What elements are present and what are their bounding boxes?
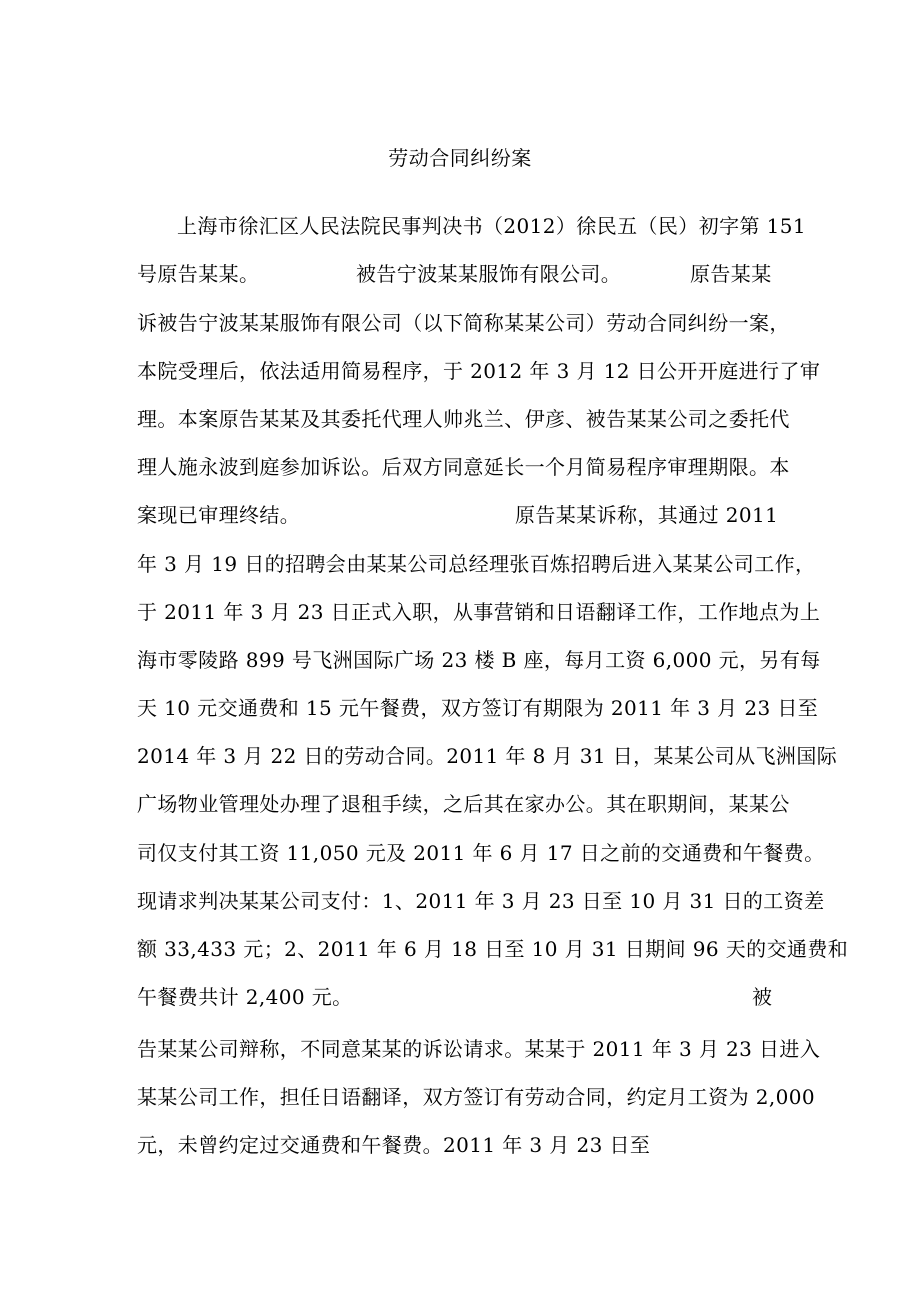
text-line: 现请求判决某某公司支付：1、2011 年 3 月 23 日至 10 月 31 日的工资差 xyxy=(137,889,825,913)
text-line: 某某公司工作，担任日语翻译，双方签订有劳动合同，约定月工资为 2,000 xyxy=(137,1085,816,1109)
text-line: 元，未曾约定过交通费和午餐费。2011 年 3 月 23 日至 xyxy=(137,1133,651,1157)
text-line: 原告某某诉称，其通过 2011 xyxy=(515,503,779,527)
text-line: 司仅支付其工资 11,050 元及 2011 年 6 月 17 日之前的交通费和午餐费。 xyxy=(137,841,825,865)
text-line: 本院受理后，依法适用简易程序，于 2012 年 3 月 12 日公开开庭进行了审 xyxy=(137,359,821,383)
text-line: 额 33,433 元；2、2011 年 6 月 18 日至 10 月 31 日期间 96 天的交通费和 xyxy=(137,937,849,961)
text-line: 诉被告宁波某某服饰有限公司（以下简称某某公司）劳动合同纠纷一案， xyxy=(137,311,790,335)
text-line: 天 10 元交通费和 15 元午餐费，双方签订有期限为 2011 年 3 月 23 日至 xyxy=(137,696,819,720)
text-line: 海市零陵路 899 号飞洲国际广场 23 楼 B 座，每月工资 6,000 元，另有每 xyxy=(137,648,821,672)
text-line: 理。本案原告某某及其委托代理人帅兆兰、伊彦、被告某某公司之委托代 xyxy=(137,407,790,431)
text-line: 被告宁波某某服饰有限公司。 xyxy=(356,262,622,286)
text-line: 上海市徐汇区人民法院民事判决书（2012）徐民五（民）初字第 151 xyxy=(177,214,807,238)
text-line: 年 3 月 19 日的招聘会由某某公司总经理张百炼招聘后进入某某公司工作， xyxy=(137,552,816,576)
document-title: 劳动合同纠纷案 xyxy=(388,146,532,170)
text-line: 被 xyxy=(752,985,773,1009)
text-line: 告某某公司辩称，不同意某某的诉讼请求。某某于 2011 年 3 月 23 日进入 xyxy=(137,1037,821,1061)
text-line: 2014 年 3 月 22 日的劳动合同。2011 年 8 月 31 日，某某公司从飞洲国际 xyxy=(137,744,838,768)
text-line: 午餐费共计 2,400 元。 xyxy=(137,985,353,1009)
text-line: 于 2011 年 3 月 23 日正式入职，从事营销和日语翻译工作，工作地点为上 xyxy=(137,600,821,624)
text-line: 广场物业管理处办理了退租手续，之后其在家办公。其在职期间，某某公 xyxy=(137,792,790,816)
text-line: 理人施永波到庭参加诉讼。后双方同意延长一个月简易程序审理期限。本 xyxy=(137,455,790,479)
text-line: 案现已审理终结。 xyxy=(137,503,301,527)
text-line: 号原告某某。 xyxy=(137,262,260,286)
text-line: 原告某某 xyxy=(690,262,772,286)
